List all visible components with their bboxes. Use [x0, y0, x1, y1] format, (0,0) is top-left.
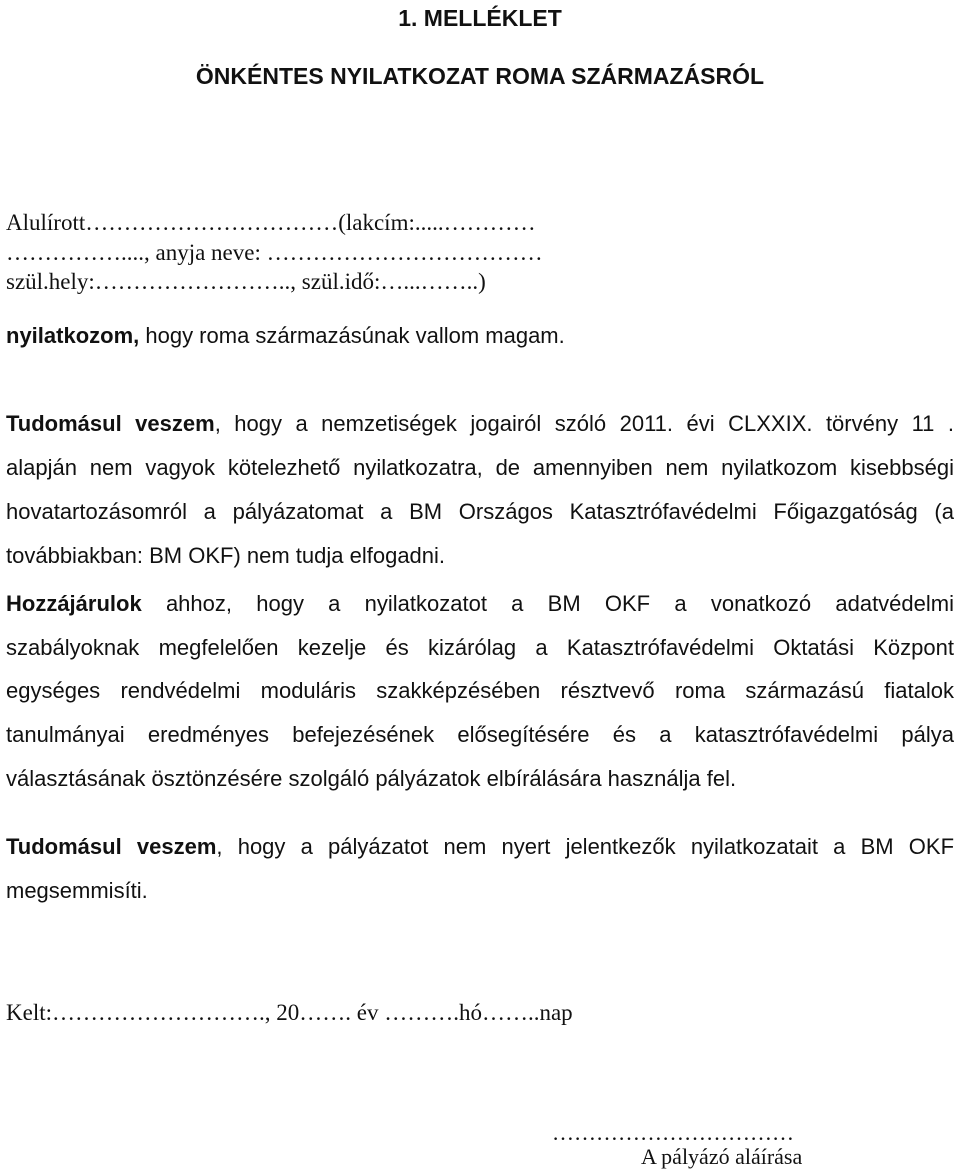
personal-info-line-3: szül.hely:…………………….., szül.idő:…...……..)	[6, 269, 486, 294]
consent-bold: Hozzájárulok	[6, 591, 142, 616]
declaration-bold: nyilatkozom,	[6, 323, 140, 348]
consent-text: ahhoz, hogy a nyilatkozatot a BM OKF a vonatkozó adatvédelmi	[141, 591, 954, 616]
personal-info-line-1: Alulírott……………………………(lakcím:.....…………	[6, 210, 536, 235]
acknowledgement-2-bold: Tudomásul veszem	[6, 834, 217, 859]
acknowledgement-1-text: , hogy a nemzetiségek jogairól szóló 2011. évi CLXXIX. törvény 11 .	[214, 411, 954, 436]
signature-label: A pályázó aláírása	[641, 1144, 803, 1169]
date-line: Kelt:………………………., 20……. év ……….hó……..nap	[6, 1000, 573, 1025]
acknowledgement-2-line-2: megsemmisíti.	[6, 878, 148, 903]
acknowledgement-1-line-1	[6, 411, 954, 437]
acknowledgement-1-line-2: alapján nem vagyok kötelezhető nyilatkozatra, de amennyiben nem nyilatkozom kisebbségi	[6, 455, 954, 480]
document-title: ÖNKÉNTES NYILATKOZAT ROMA SZÁRMAZÁSRÓL	[195, 63, 765, 89]
acknowledgement-2-line-1	[6, 834, 954, 860]
signature-line: ……………………………	[552, 1120, 794, 1145]
acknowledgement-1-bold: Tudomásul veszem	[6, 411, 215, 436]
acknowledgement-2-text: , hogy a pályázatot nem nyert jelentkezők nyilatkozatait a BM OKF	[216, 834, 955, 859]
declaration-line	[6, 323, 565, 349]
consent-line-1	[6, 591, 954, 617]
acknowledgement-1-line-3: hovatartozásomról a pályázatomat a BM Országos Katasztrófavédelmi Főigazgatóság (a	[6, 499, 954, 524]
personal-info-line-2: ……………...., anyja neve: ………………………………	[6, 240, 543, 265]
consent-line-4: tanulmányai eredményes befejezésének elősegítésére és a katasztrófavédelmi pálya	[6, 722, 954, 747]
consent-line-5: választásának ösztönzésére szolgáló pályázatok elbírálására használja fel.	[6, 766, 737, 791]
consent-line-2: szabályoknak megfelelően kezelje és kizárólag a Katasztrófavédelmi Oktatási Központ	[6, 635, 954, 660]
annex-heading: 1. MELLÉKLET	[398, 5, 562, 31]
consent-line-3: egységes rendvédelmi moduláris szakképzésében résztvevő roma származású fiatalok	[6, 678, 954, 703]
declaration-text: hogy roma származásúnak vallom magam.	[139, 323, 565, 348]
acknowledgement-1-line-4: továbbiakban: BM OKF) nem tudja elfogadni.	[6, 543, 446, 568]
